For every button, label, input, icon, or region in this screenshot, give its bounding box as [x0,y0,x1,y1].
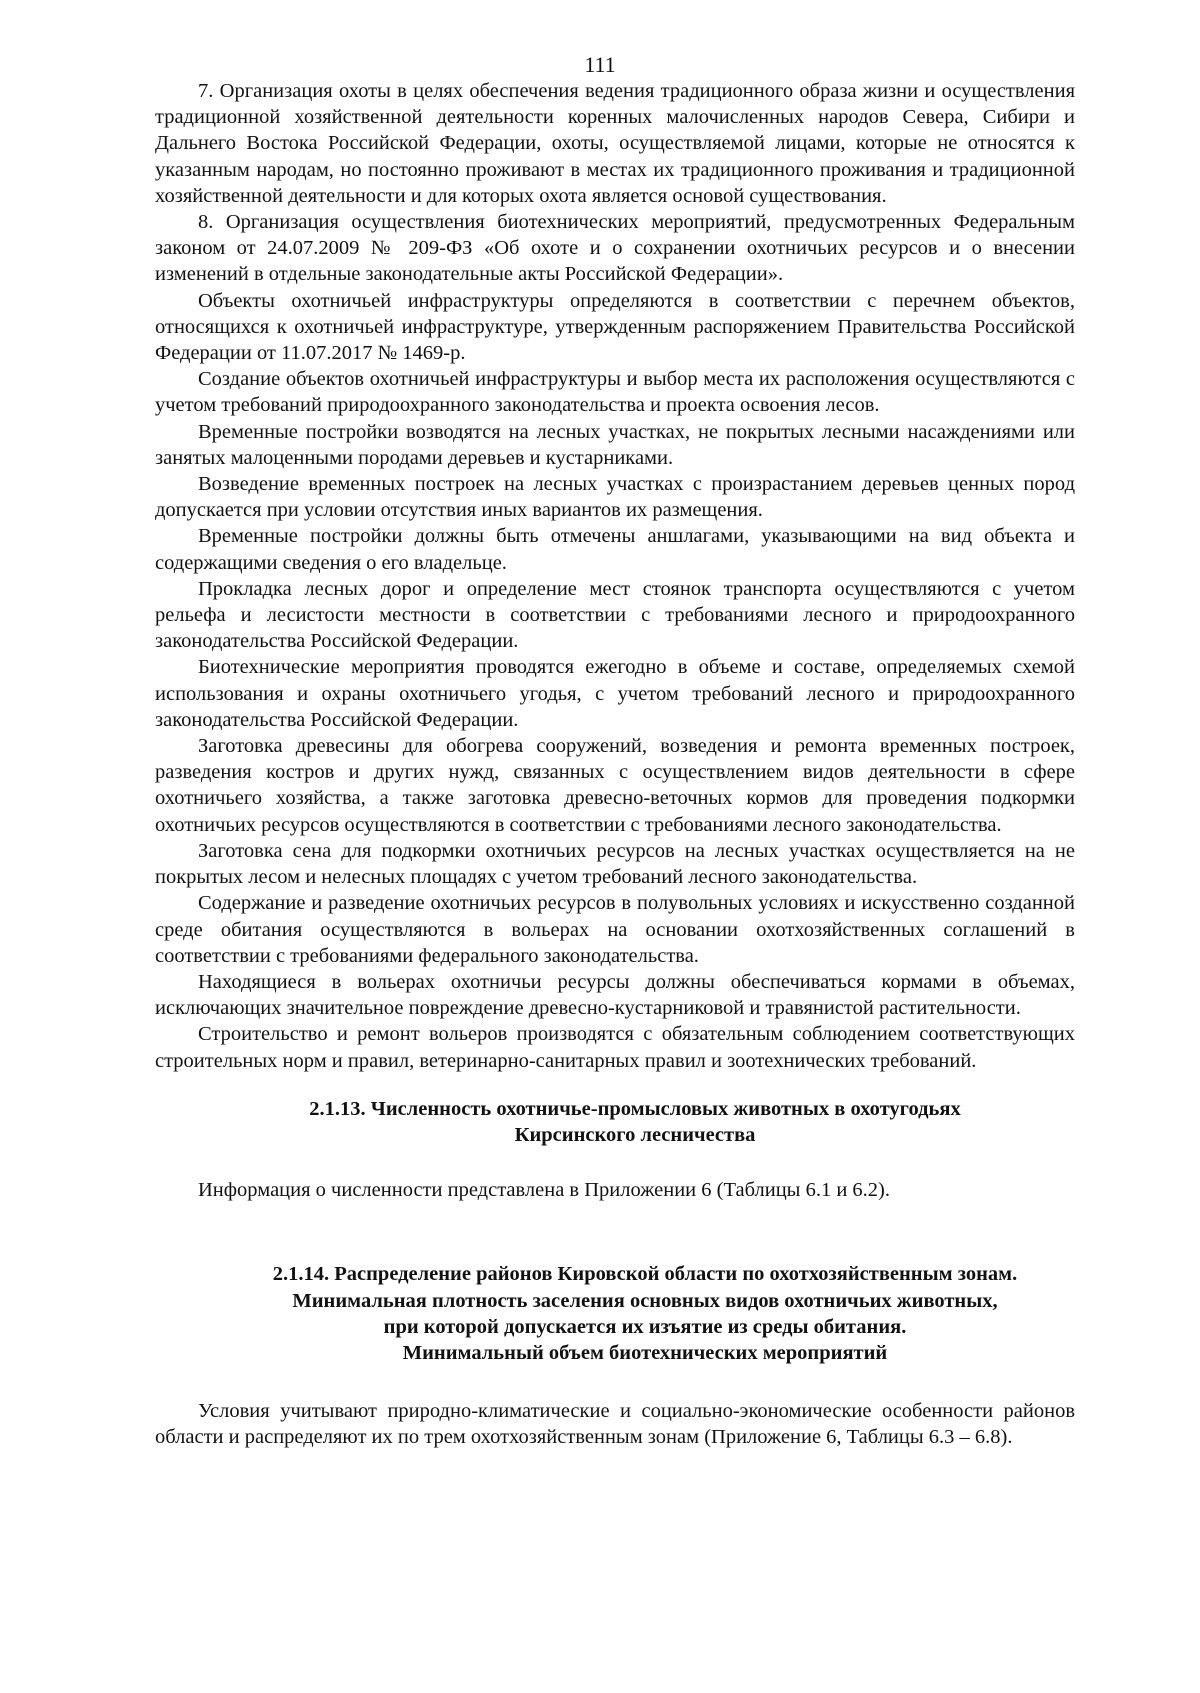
heading-line: Кирсинского лесничества [514,1123,756,1146]
paragraph-forest-roads: Прокладка лесных дорог и определение мест стоянок транспорта осуществляются с учетом рельефа и лесистости местности в соответствии с требованиями лесного и природоохранного законодательства Российской Федерации. [155,577,1075,653]
section-heading-2-1-14 [155,1261,1075,1366]
paragraph-item-8: 8. Организация осуществления биотехнических мероприятий, предусмотренных Федеральным законом от 24.07.2009 № 209-ФЗ «Об охоте и о сохранении охотничьих ресурсов и о внесении изменений в отдельные законодательные акты Российской Федерации». [155,211,1075,286]
section-heading-2-1-13 [155,1096,1075,1148]
paragraph-temporary-buildings: Временные постройки возводятся на лесных участках, не покрытых лесными насаждениями или занятых малоценными породами деревьев и кустарниками. [155,420,1075,469]
paragraph-enclosures-feeding: Находящиеся в вольерах охотничьи ресурсы должны обеспечиваться кормами в объемах, исключающих значительное повреждение древесно-кустарниковой и травянистой растительности. [155,970,1075,1020]
paragraph-wood-harvesting: Заготовка древесины для обогрева сооружений, возведения и ремонта временных построек, разведения костров и других нужд, связанных с осуществлением видов деятельности в сфере охотничьего хозяйства, а также заготовка древесно-веточных кормов для проведения подкормки охотничьих ресурсов осуществляются в соответствии с требованиями лесного законодательства. [155,735,1075,836]
heading-line: 2.1.14. Распределение районов Кировской области по охотхозяйственным зонам. [272,1263,1018,1286]
paragraph-infrastructure-creation: Создание объектов охотничьей инфраструктуры и выбор места их расположения осуществляются с учетом требований природоохранного законодательства и проекта освоения лесов. [155,368,1075,417]
heading-line: 2.1.13. Численность охотничье-промысловых животных в охотугодьях [309,1097,961,1120]
paragraph-signboards: Временные постройки должны быть отмечены аншлагами, указывающими на вид объекта и содержащими сведения о его владельце. [155,525,1075,574]
paragraph-valuable-trees: Возведение временных построек на лесных участках с произрастанием деревьев ценных пород допускается при условии отсутствия иных вариантов их размещения. [155,473,1075,522]
page-number: 111 [584,52,616,77]
paragraph-population-info: Информация о численности представлена в Приложении 6 (Таблицы 6.1 и 6.2). [198,1179,890,1202]
page-body [155,78,1075,1451]
heading-line: при которой допускается их изъятие из среды обитания. [383,1315,907,1338]
paragraph-hay-harvesting: Заготовка сена для подкормки охотничьих ресурсов на лесных участках осуществляется на не покрытых лесом и нелесных площадях с учетом требований лесного законодательства. [155,839,1075,889]
heading-line: Минимальная плотность заселения основных видов охотничьих животных, [292,1289,998,1312]
paragraph-biotechnical-measures: Биотехнические мероприятия проводятся ежегодно в объеме и составе, определяемых схемой использования и охраны охотничьего угодья, с учетом требований лесного и природоохранного законодательства Российской Федерации. [155,656,1075,731]
paragraph-infrastructure-objects: Объекты охотничьей инфраструктуры определяются в соответствии с перечнем объектов, относящихся к охотничьей инфраструктуре, утвержденным распоряжением Правительства Российской Федерации от 11.07.2017 № 1469-р. [155,289,1075,365]
heading-line: Минимальный объем биотехнических мероприятий [402,1341,888,1364]
paragraph-item-7: 7. Организация охоты в целях обеспечения ведения традиционного образа жизни и осуществления традиционной хозяйственной деятельности коренных малочисленных народов Севера, Сибири и Дальнего Востока Российской Федерации, охоты, осуществляемой лицами, которые не относятся к указанным народам, но постоянно проживают в местах их традиционного проживания и традиционной хозяйственной деятельности и для которых охота является основой существования. [155,80,1075,207]
paragraph-hunting-zones: Условия учитывают природно-климатические и социально-экономические особенности районов области и распределяют их по трем охотхозяйственным зонам (Приложение 6, Таблицы 6.3 – 6.8). [155,1400,1075,1449]
paragraph-enclosures-keeping: Содержание и разведение охотничьих ресурсов в полувольных условиях и искусственно созданной среде обитания осуществляются в вольерах на основании охотхозяйственных соглашений в соответствии с требованиями федерального законодательства. [155,892,1075,967]
paragraph-enclosures-construction: Строительство и ремонт вольеров производятся с обязательным соблюдением соответствующих строительных норм и правил, ветеринарно-санитарных правил и зоотехнических требований. [155,1023,1075,1072]
